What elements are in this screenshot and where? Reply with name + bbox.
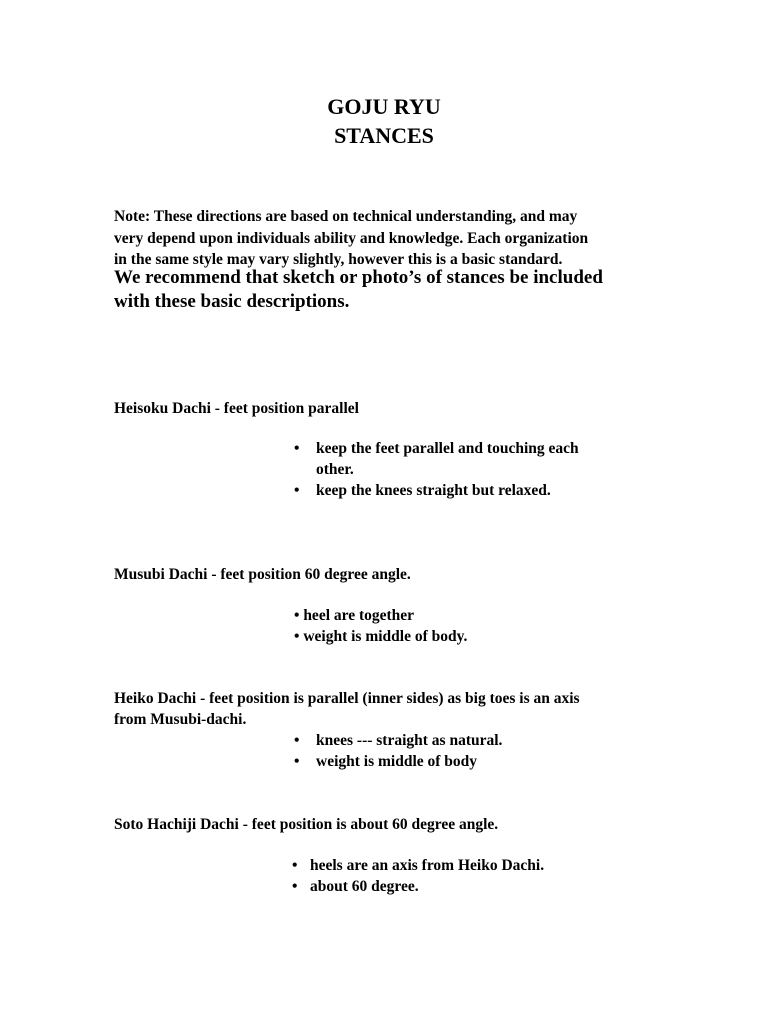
stance-heading-line: Musubi Dachi - feet position 60 degree angle. — [114, 566, 411, 583]
bullet-icon: • — [292, 878, 298, 895]
bullet-item — [294, 605, 467, 626]
bullet-line: about 60 degree. — [310, 878, 419, 895]
bullet-icon: • — [294, 607, 300, 624]
bullet-icon: • — [294, 753, 300, 770]
bullet-icon: • — [294, 482, 300, 499]
bullet-item — [294, 480, 579, 501]
bullet-line: keep the feet parallel and touching each — [316, 440, 579, 457]
bullet-line: knees --- straight as natural. — [316, 732, 503, 749]
bullet-line: heel are together — [303, 607, 415, 624]
stance-bullets-heiko-dachi — [294, 730, 502, 772]
bullet-line: weight is middle of body. — [303, 628, 468, 645]
stance-heading-heisoku-dachi — [114, 398, 359, 419]
bullet-item — [294, 438, 579, 480]
bullet-item — [292, 876, 544, 897]
bullet-line: heels are an axis from Heiko Dachi. — [310, 857, 545, 874]
stance-heading-line: Heiko Dachi - feet position is parallel (inner sides) as big toes is an axis — [114, 690, 580, 707]
stance-heading-line: Heisoku Dachi - feet position parallel — [114, 400, 359, 417]
note-line: Note: These directions are based on technical understanding, and may — [114, 208, 578, 225]
bullet-line: weight is middle of body — [316, 753, 478, 770]
note-line: very depend upon individuals ability and knowledge. Each organization — [114, 229, 589, 247]
bullet-line: keep the knees straight but relaxed. — [316, 482, 551, 499]
bullet-item — [292, 855, 544, 876]
bullet-icon: • — [294, 732, 300, 749]
bullet-item — [294, 626, 467, 647]
stance-bullets-musubi-dachi — [294, 605, 467, 647]
stance-heading-soto-hachiji-dachi — [114, 814, 498, 835]
bullet-item — [294, 730, 502, 751]
document-title-line-1: GOJU RYU — [327, 94, 441, 119]
note-paragraph — [114, 206, 674, 271]
stance-heading-heiko-dachi — [114, 688, 580, 730]
bullet-icon: • — [294, 628, 300, 645]
recommendation-line: We recommend that sketch or photo’s of stances be included — [114, 267, 603, 288]
stance-bullets-soto-hachiji-dachi — [292, 855, 544, 897]
recommendation-line: with these basic descriptions. — [114, 291, 350, 312]
note-line: in the same style may vary slightly, however this is a basic standard. — [114, 251, 563, 268]
recommendation-paragraph — [114, 266, 694, 314]
stance-heading-line: from Musubi-dachi. — [114, 711, 247, 728]
bullet-line: other. — [316, 461, 354, 478]
stance-heading-line: Soto Hachiji Dachi - feet position is about 60 degree angle. — [114, 816, 499, 833]
bullet-icon: • — [292, 857, 298, 874]
stance-bullets-heisoku-dachi — [294, 438, 579, 501]
document-title-line-2: STANCES — [334, 123, 434, 148]
stance-heading-musubi-dachi — [114, 564, 411, 585]
bullet-item — [294, 751, 502, 772]
bullet-icon: • — [294, 440, 300, 457]
